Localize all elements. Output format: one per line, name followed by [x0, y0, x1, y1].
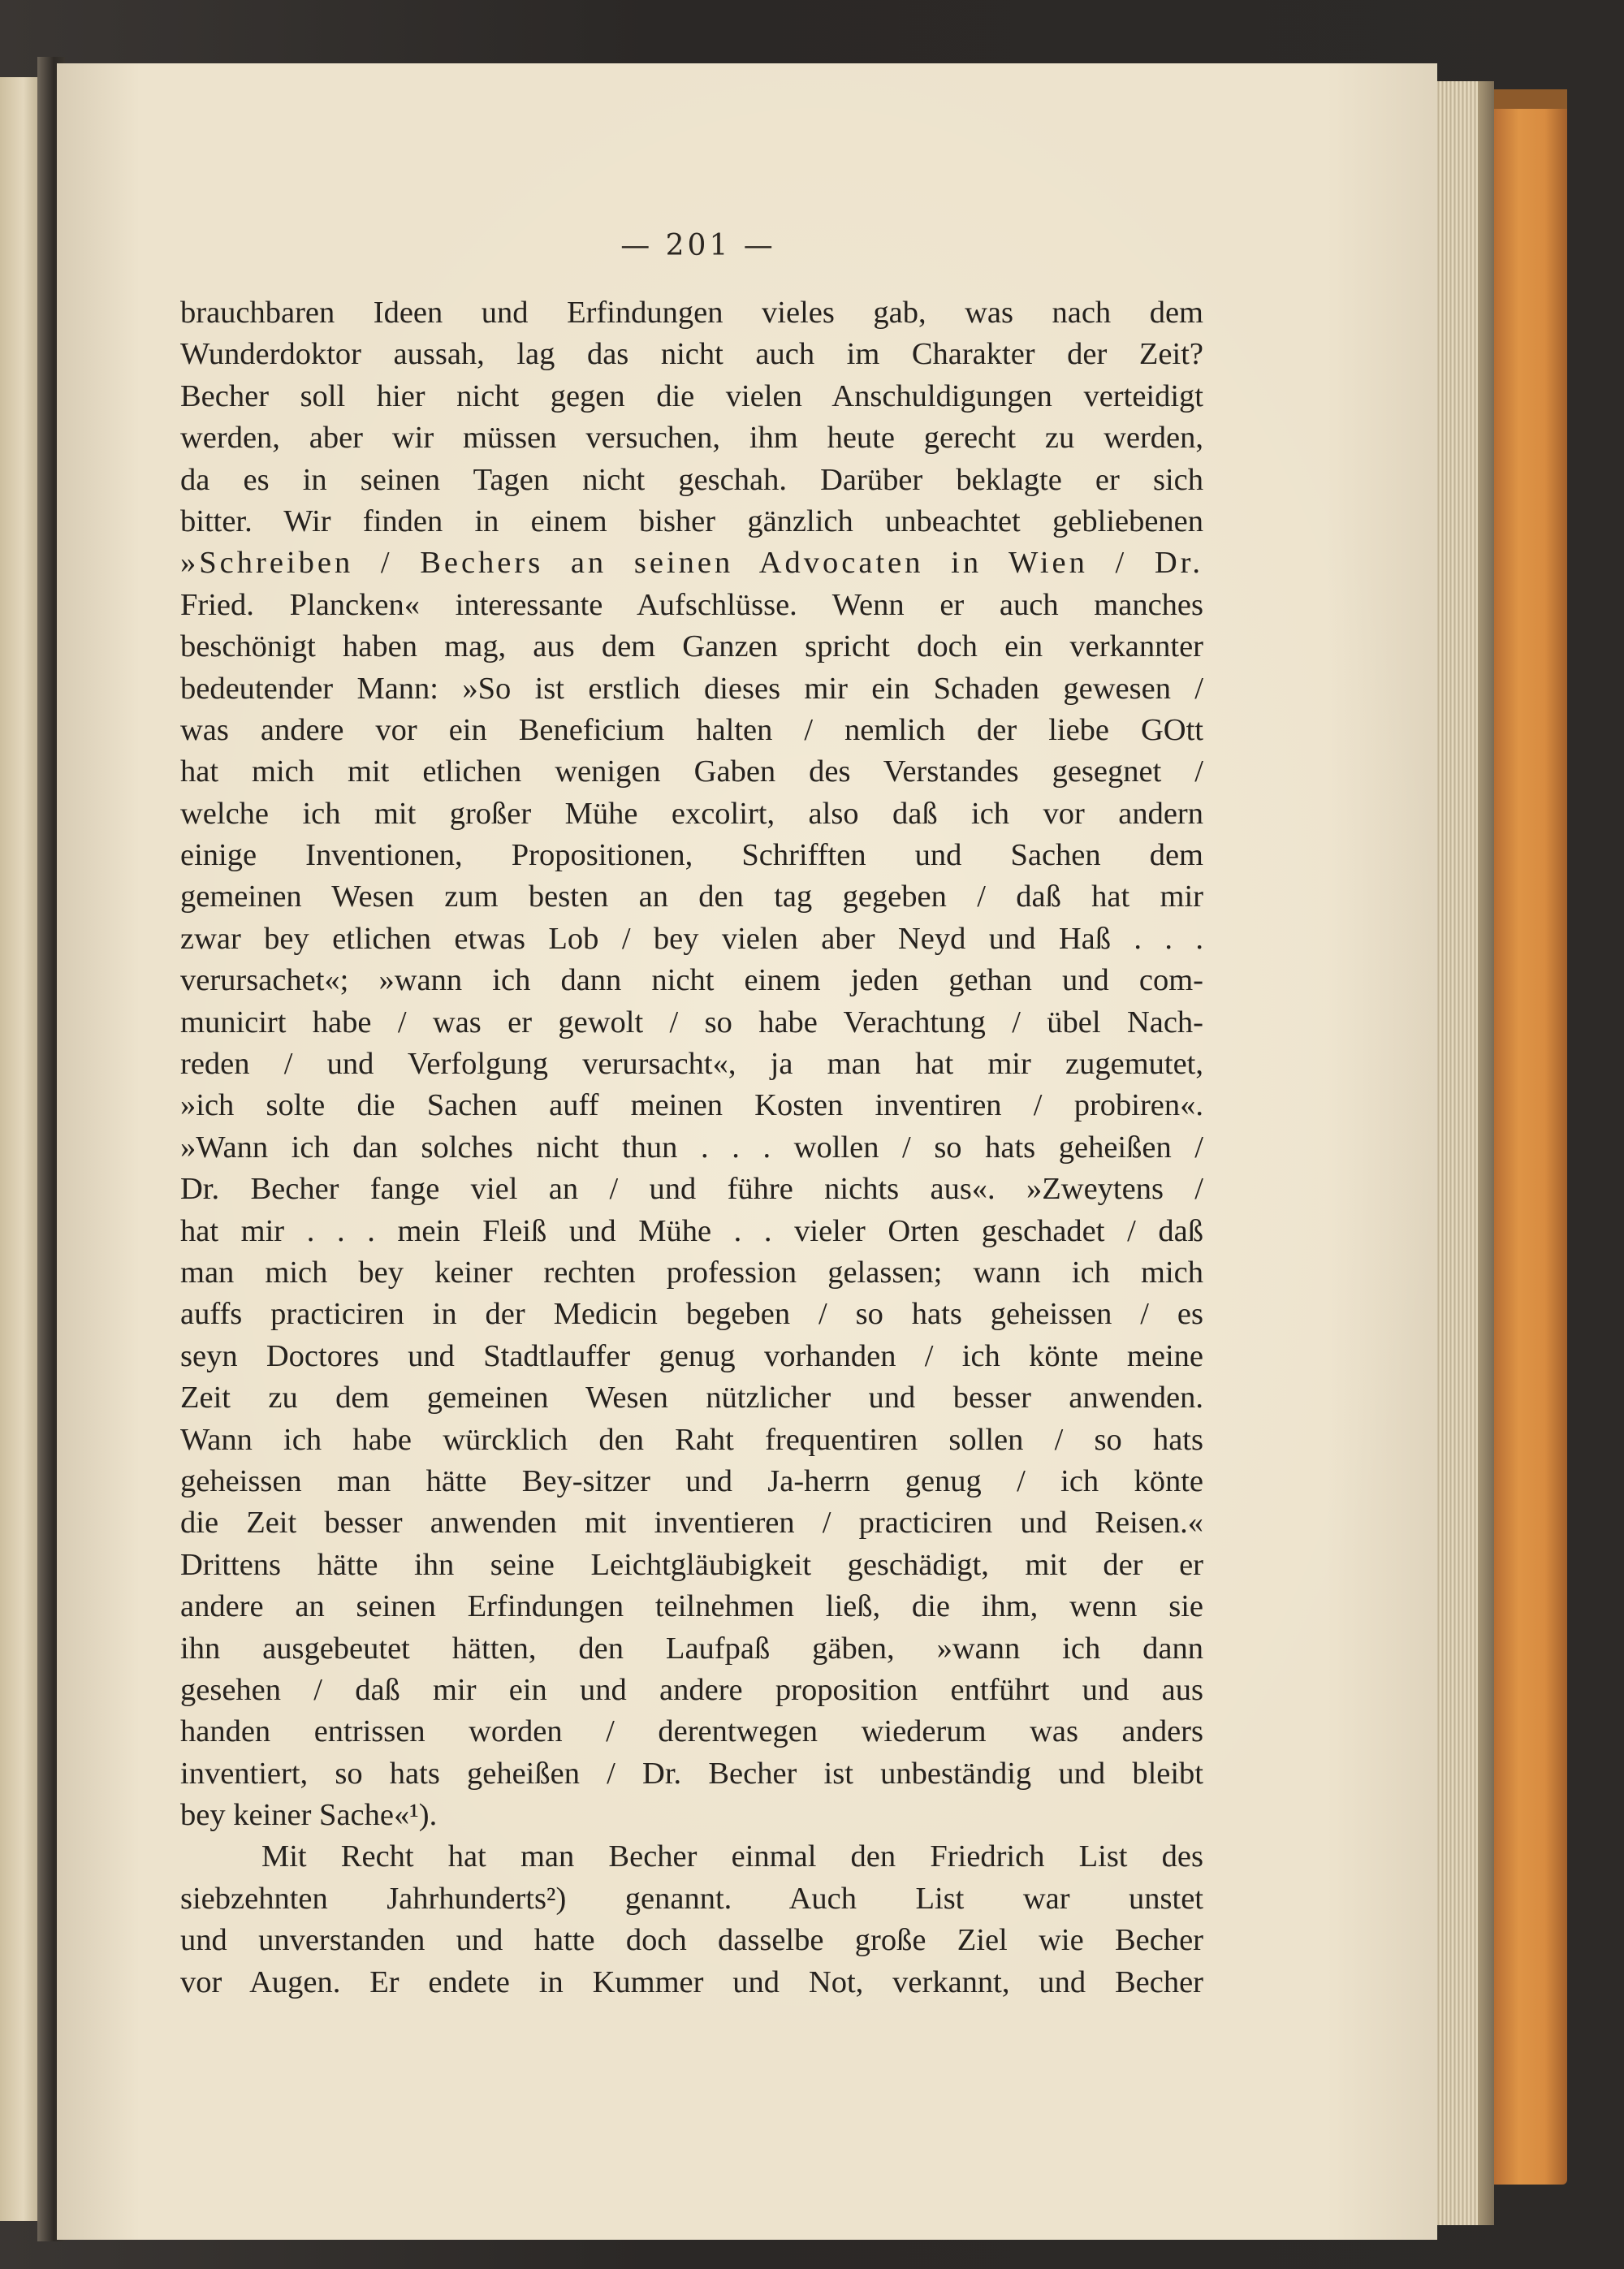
text-line: inventiert, so hats geheißen / Dr. Becher ist unbeständig und bleibt	[180, 1756, 1203, 1791]
text-line: gesehen / daß mir ein und andere proposition entführt und aus	[180, 1672, 1203, 1707]
text-line: man mich bey keiner rechten profession gelassen; wann ich mich	[180, 1255, 1203, 1290]
text-line: bitter. Wir finden in einem bisher gänzlich unbeachtet gebliebenen	[180, 504, 1203, 538]
page-number-header: — 201 —	[620, 229, 776, 262]
text-line: Mit Recht hat man Becher einmal den Friedrich List des	[261, 1839, 1203, 1874]
text-line: was andere vor ein Beneficium halten / nemlich der liebe GOtt	[180, 712, 1203, 747]
book-cover	[1492, 89, 1567, 2185]
text-line: auffs practiciren in der Medicin begeben / so hats geheissen / es	[180, 1297, 1203, 1332]
text-line: brauchbaren Ideen und Erfindungen vieles gab, was nach dem	[180, 296, 1203, 330]
text-line: gemeinen Wesen zum besten an den tag gegeben / daß hat mir	[180, 880, 1203, 914]
text-line: Zeit zu dem gemeinen Wesen nützlicher und besser anwenden.	[180, 1381, 1203, 1415]
text-line: »ich solte die Sachen auff meinen Kosten inventiren / probiren«.	[180, 1088, 1203, 1123]
text-line: hat mir . . . mein Fleiß und Mühe . . vieler Orten geschadet / daß	[180, 1213, 1203, 1248]
text-line: Wann ich habe würcklich den Raht frequentiren sollen / so hats	[180, 1422, 1203, 1457]
text-line: hat mich mit etlichen wenigen Gaben des Verstandes gesegnet /	[180, 754, 1203, 789]
text-line: »Wann ich dan solches nicht thun . . . wollen / so hats geheißen /	[180, 1130, 1203, 1165]
book-cover-top	[1492, 89, 1567, 109]
text-line: zwar bey etlichen etwas Lob / bey vielen aber Neyd und Haß . . .	[180, 921, 1203, 956]
text-line: und unverstanden und hatte doch dasselbe große Ziel wie Becher	[180, 1923, 1203, 1958]
text-line: Dr. Becher fange viel an / und führe nichts aus«. »Zweytens /	[180, 1172, 1203, 1207]
text-line: andere an seinen Erfindungen teilnehmen ließ, die ihm, wenn sie	[180, 1589, 1203, 1624]
text-line: seyn Doctores und Stadtlauffer genug vorhanden / ich könte meine	[180, 1338, 1203, 1373]
text-line: ihn ausgebeutet hätten, den Laufpaß gäben, »wann ich dann	[180, 1631, 1203, 1666]
text-line: geheissen man hätte Bey-sitzer und Ja-herrn genug / ich könte	[180, 1463, 1203, 1498]
text-line: die Zeit besser anwenden mit inventieren / practiciren und Reisen.«	[180, 1506, 1203, 1541]
text-line: werden, aber wir müssen versuchen, ihm heute gerecht zu werden,	[180, 421, 1203, 456]
text-line: municirt habe / was er gewolt / so habe Verachtung / übel Nach-	[180, 1005, 1203, 1039]
page-edges-shade	[1478, 81, 1494, 2225]
text-line: Fried. Plancken« interessante Aufschlüsse. Wenn er auch manches	[180, 587, 1203, 622]
page-edges	[1436, 81, 1484, 2225]
text-line: einige Inventionen, Propositionen, Schrifften und Sachen dem	[180, 838, 1203, 873]
text-line: handen entrissen worden / derentwegen wiederum was anders	[180, 1714, 1203, 1749]
facing-page-edge	[0, 77, 42, 2221]
text-line: reden / und Verfolgung verursacht«, ja man hat mir zugemutet,	[180, 1047, 1203, 1082]
text-line: Wunderdoktor aussah, lag das nicht auch im Charakter der Zeit?	[180, 337, 1203, 372]
text-line: welche ich mit großer Mühe excolirt, also daß ich vor andern	[180, 796, 1203, 831]
text-line: bey keiner Sache«¹).	[180, 1798, 438, 1833]
body-text	[180, 292, 1203, 2003]
text-line: vor Augen. Er endete in Kummer und Not, verkannt, und Becher	[180, 1964, 1203, 1999]
text-line: »Schreiben / Bechers an seinen Advocaten in Wien / Dr.	[180, 546, 1203, 581]
text-line: da es in seinen Tagen nicht geschah. Darüber beklagte er sich	[180, 462, 1203, 497]
text-line: verursachet«; »wann ich dann nicht einem jeden gethan und com-	[180, 963, 1203, 998]
text-line: Becher soll hier nicht gegen die vielen Anschuldigungen verteidigt	[180, 378, 1203, 413]
text-line: beschönigt haben mag, aus dem Ganzen spricht doch ein verkannter	[180, 629, 1203, 664]
text-line: Drittens hätte ihn seine Leichtgläubigkeit geschädigt, mit der er	[180, 1547, 1203, 1582]
text-line: bedeutender Mann: »So ist erstlich dieses mir ein Schaden gewesen /	[180, 671, 1203, 706]
text-line: siebzehnten Jahrhunderts²) genannt. Auch List war unstet	[180, 1881, 1203, 1916]
